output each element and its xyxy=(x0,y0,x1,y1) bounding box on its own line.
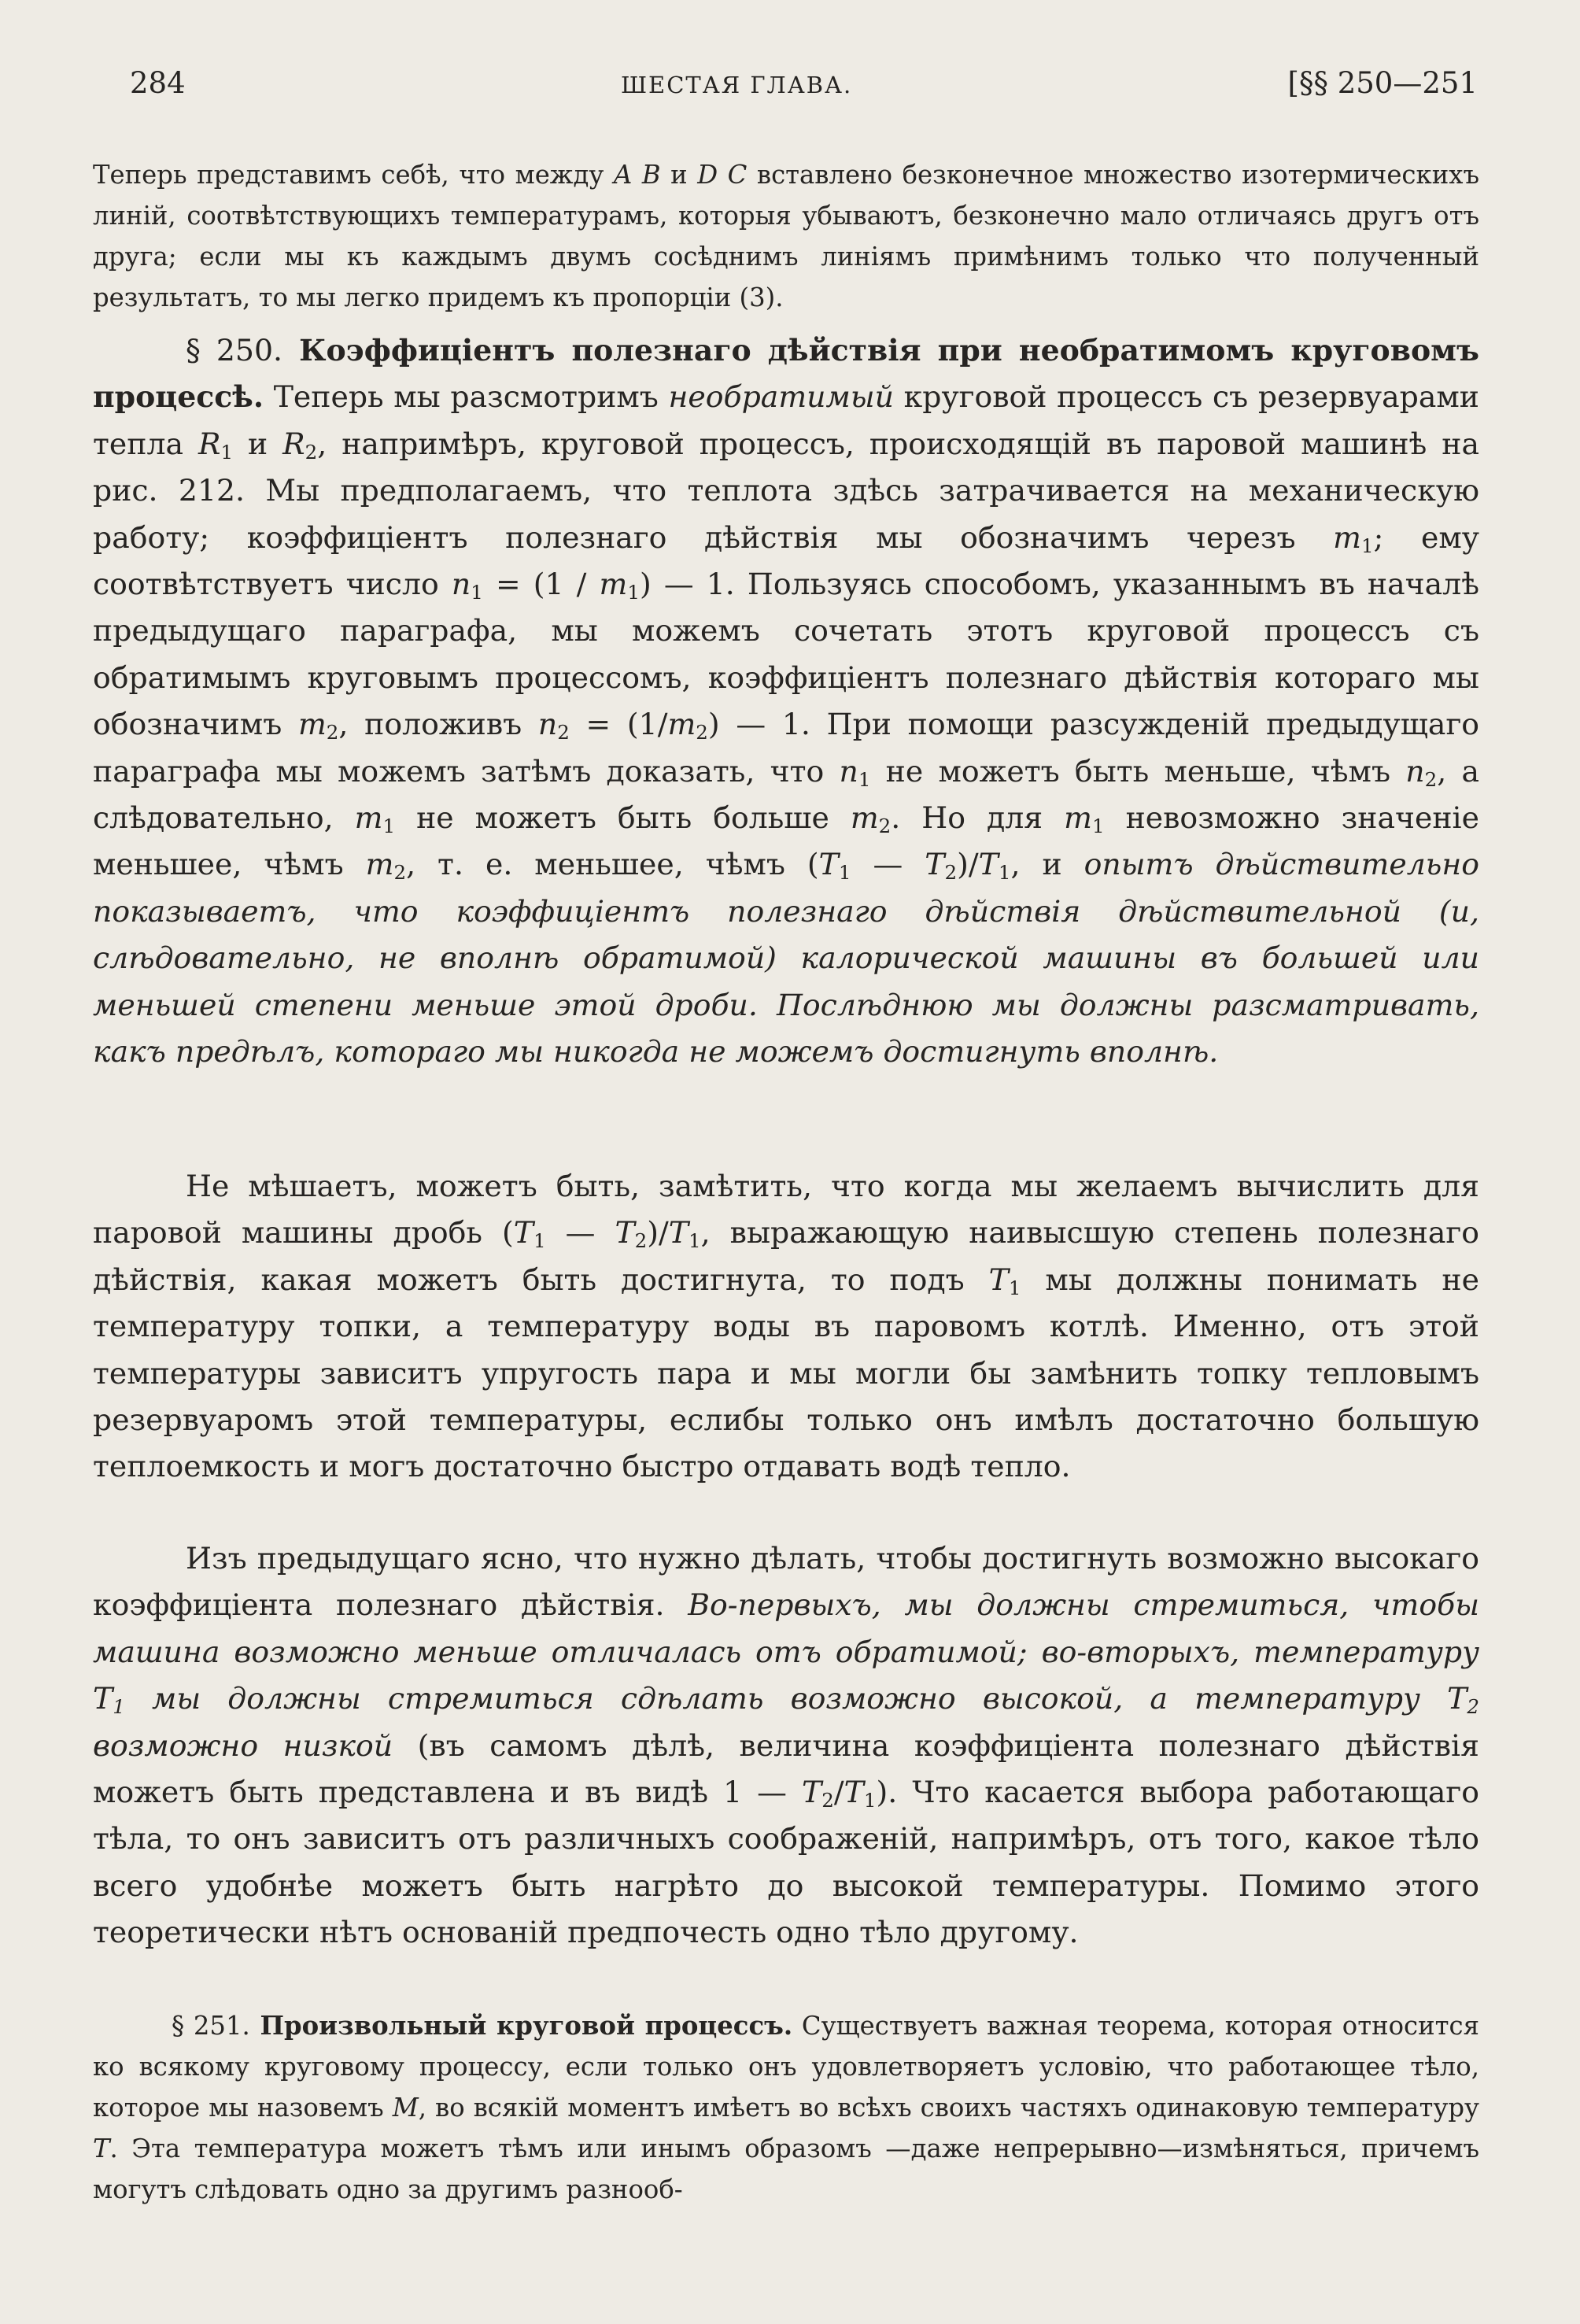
section-title: Произвольный круговой процессъ. xyxy=(249,2011,793,2041)
running-title: ШЕСТАЯ ГЛАВА. xyxy=(620,72,853,98)
section-251 xyxy=(93,2005,1479,2210)
paragraph-continuation xyxy=(93,154,1479,318)
emphasis-text: опытъ дѣйствительно показываетъ, что коэффиціентъ полезнаго дѣйствія дѣйствительной (и, слѣдовательно, не вполнѣ обратимой) калорической машины въ большей или меньшей степени меньше этой дроби. Послѣднюю мы должны разсматривать, какъ предѣлъ, котораго мы никогда не можемъ достигнуть вполнѣ. xyxy=(93,847,1480,1070)
section-250-text: § 250. Коэффиціентъ полезнаго дѣйствія при необратимомъ круговомъ процессѣ. Теперь мы разсмотримъ необратимый круговой процессъ съ резервуарами тепла $R_1$ и $R_2$, напримѣръ, круговой процессъ, происходящій въ паровой машинѣ на рис. 212. Мы предполагаемъ, что теплота здѣсь затрачивается на механическую работу; коэффиціентъ полезнаго дѣйствія мы обозначимъ черезъ $m_1$; ему соотвѣтствуетъ число $n_1 = (1 / m_1)$ — 1. Пользуясь способомъ, указаннымъ въ началѣ предыдущаго параграфа, мы можемъ сочетать этотъ круговой процессъ съ обратимымъ круговымъ процессомъ, коэффиціентъ полезнаго дѣйствія котораго мы обозначимъ $m_2$, положивъ $n_2 = (1/m_2)$ — 1. При помощи разсужденій предыдущаго параграфа мы можемъ затѣмъ доказать, что $n_1$ не можетъ быть меньше, чѣмъ $n_2$, а слѣдовательно, $m_1$ не можетъ быть больше $m_2$. Но для $m_1$ невозможно значеніе меньшее, чѣмъ $m_2$, т. е. меньшее, чѣмъ ($T_1$ — $T_2)/T_1$, и опытъ дѣйствительно показываетъ, что коэффиціентъ полезнаго дѣйствія дѣйствительной (и, слѣдовательно, не вполнѣ обратимой) калорической машины въ большей или меньшей степени меньше этой дроби. Послѣднюю мы должны разсматривать, какъ предѣлъ, котораго мы никогда не можемъ достигнуть вполнѣ. xyxy=(93,333,1480,1070)
section-title: Коэффиціентъ полезнаго дѣйствія при необратимомъ круговомъ процессѣ. xyxy=(93,333,1479,415)
page-header xyxy=(130,66,1478,113)
paragraph-text: Не мѣшаетъ, можетъ быть, замѣтить, что когда мы желаемъ вычислить для паровой машины дробь ($T_1$ — $T_2)/T_1$, выражающую наивысшую степень полезнаго дѣйствія, какая можетъ быть достигнута, то подъ $T_1$ мы должны понимать не температуру топки, а температуру воды въ паровомъ котлѣ. Именно, отъ этой температуры зависитъ упругость пара и мы могли бы замѣнить топку тепловымъ резервуаромъ этой температуры, еслибы только онъ имѣлъ достаточно большую теплоемкость и могъ достаточно быстро отдавать водѣ тепло. xyxy=(93,1169,1479,1484)
paragraph-text: Изъ предыдущаго ясно, что нужно дѣлать, чтобы достигнуть возможно высокаго коэффиціента полезнаго дѣйствія. Во-первыхъ, мы должны стремиться, чтобы машина возможно меньше отличалась отъ обратимой; во-вторыхъ, температуру $T_1$ мы должны стремиться сдѣлать возможно высокой, а температуру $T_2$ возможно низкой (въ самомъ дѣлѣ, величина коэффиціента полезнаго дѣйствія можетъ быть представлена и въ видѣ 1 — $T_2/T_1$). Что касается выбора работающаго тѣла, то онъ зависитъ отъ различныхъ соображеній, напримѣръ, отъ того, какое тѣло всего удобнѣе можетъ быть нагрѣто до высокой температуры. Помимо этого теоретически нѣтъ основаній предпочесть одно тѣло другому. xyxy=(93,1541,1479,1950)
page-number: 284 xyxy=(130,66,186,100)
section-number: § 250. xyxy=(186,333,283,368)
section-251-text: § 251. Произвольный круговой процессъ. Существуетъ важная теорема, которая относится ко всякому круговому процессу, если только онъ удовлетворяетъ условію, что работающее тѣло, которое мы назовемъ M, во всякій моментъ имѣетъ во всѣхъ своихъ частяхъ одинаковую температуру T. Эта температура можетъ тѣмъ или инымъ образомъ —даже непрерывно—измѣняться, причемъ могутъ слѣдовать одно за другимъ разнооб- xyxy=(93,2011,1479,2204)
section-250 xyxy=(93,327,1479,1076)
section-number: § 251. xyxy=(172,2011,250,2041)
paragraph-efficiency xyxy=(93,1535,1479,1956)
paragraph-steam-engine xyxy=(93,1163,1479,1491)
paragraph-text: Теперь представимъ себѣ, что между A B и D C вставлено безконечное множество изотермическихъ линій, соотвѣтствующихъ температурамъ, которыя убываютъ, безконечно мало отличаясь другъ отъ друга; если мы къ каждымъ двумъ сосѣднимъ линіямъ примѣнимъ только что полученный результатъ, то мы легко придемъ къ пропорціи (3). xyxy=(93,160,1479,312)
section-range: [§§ 250—251 xyxy=(1287,66,1478,100)
